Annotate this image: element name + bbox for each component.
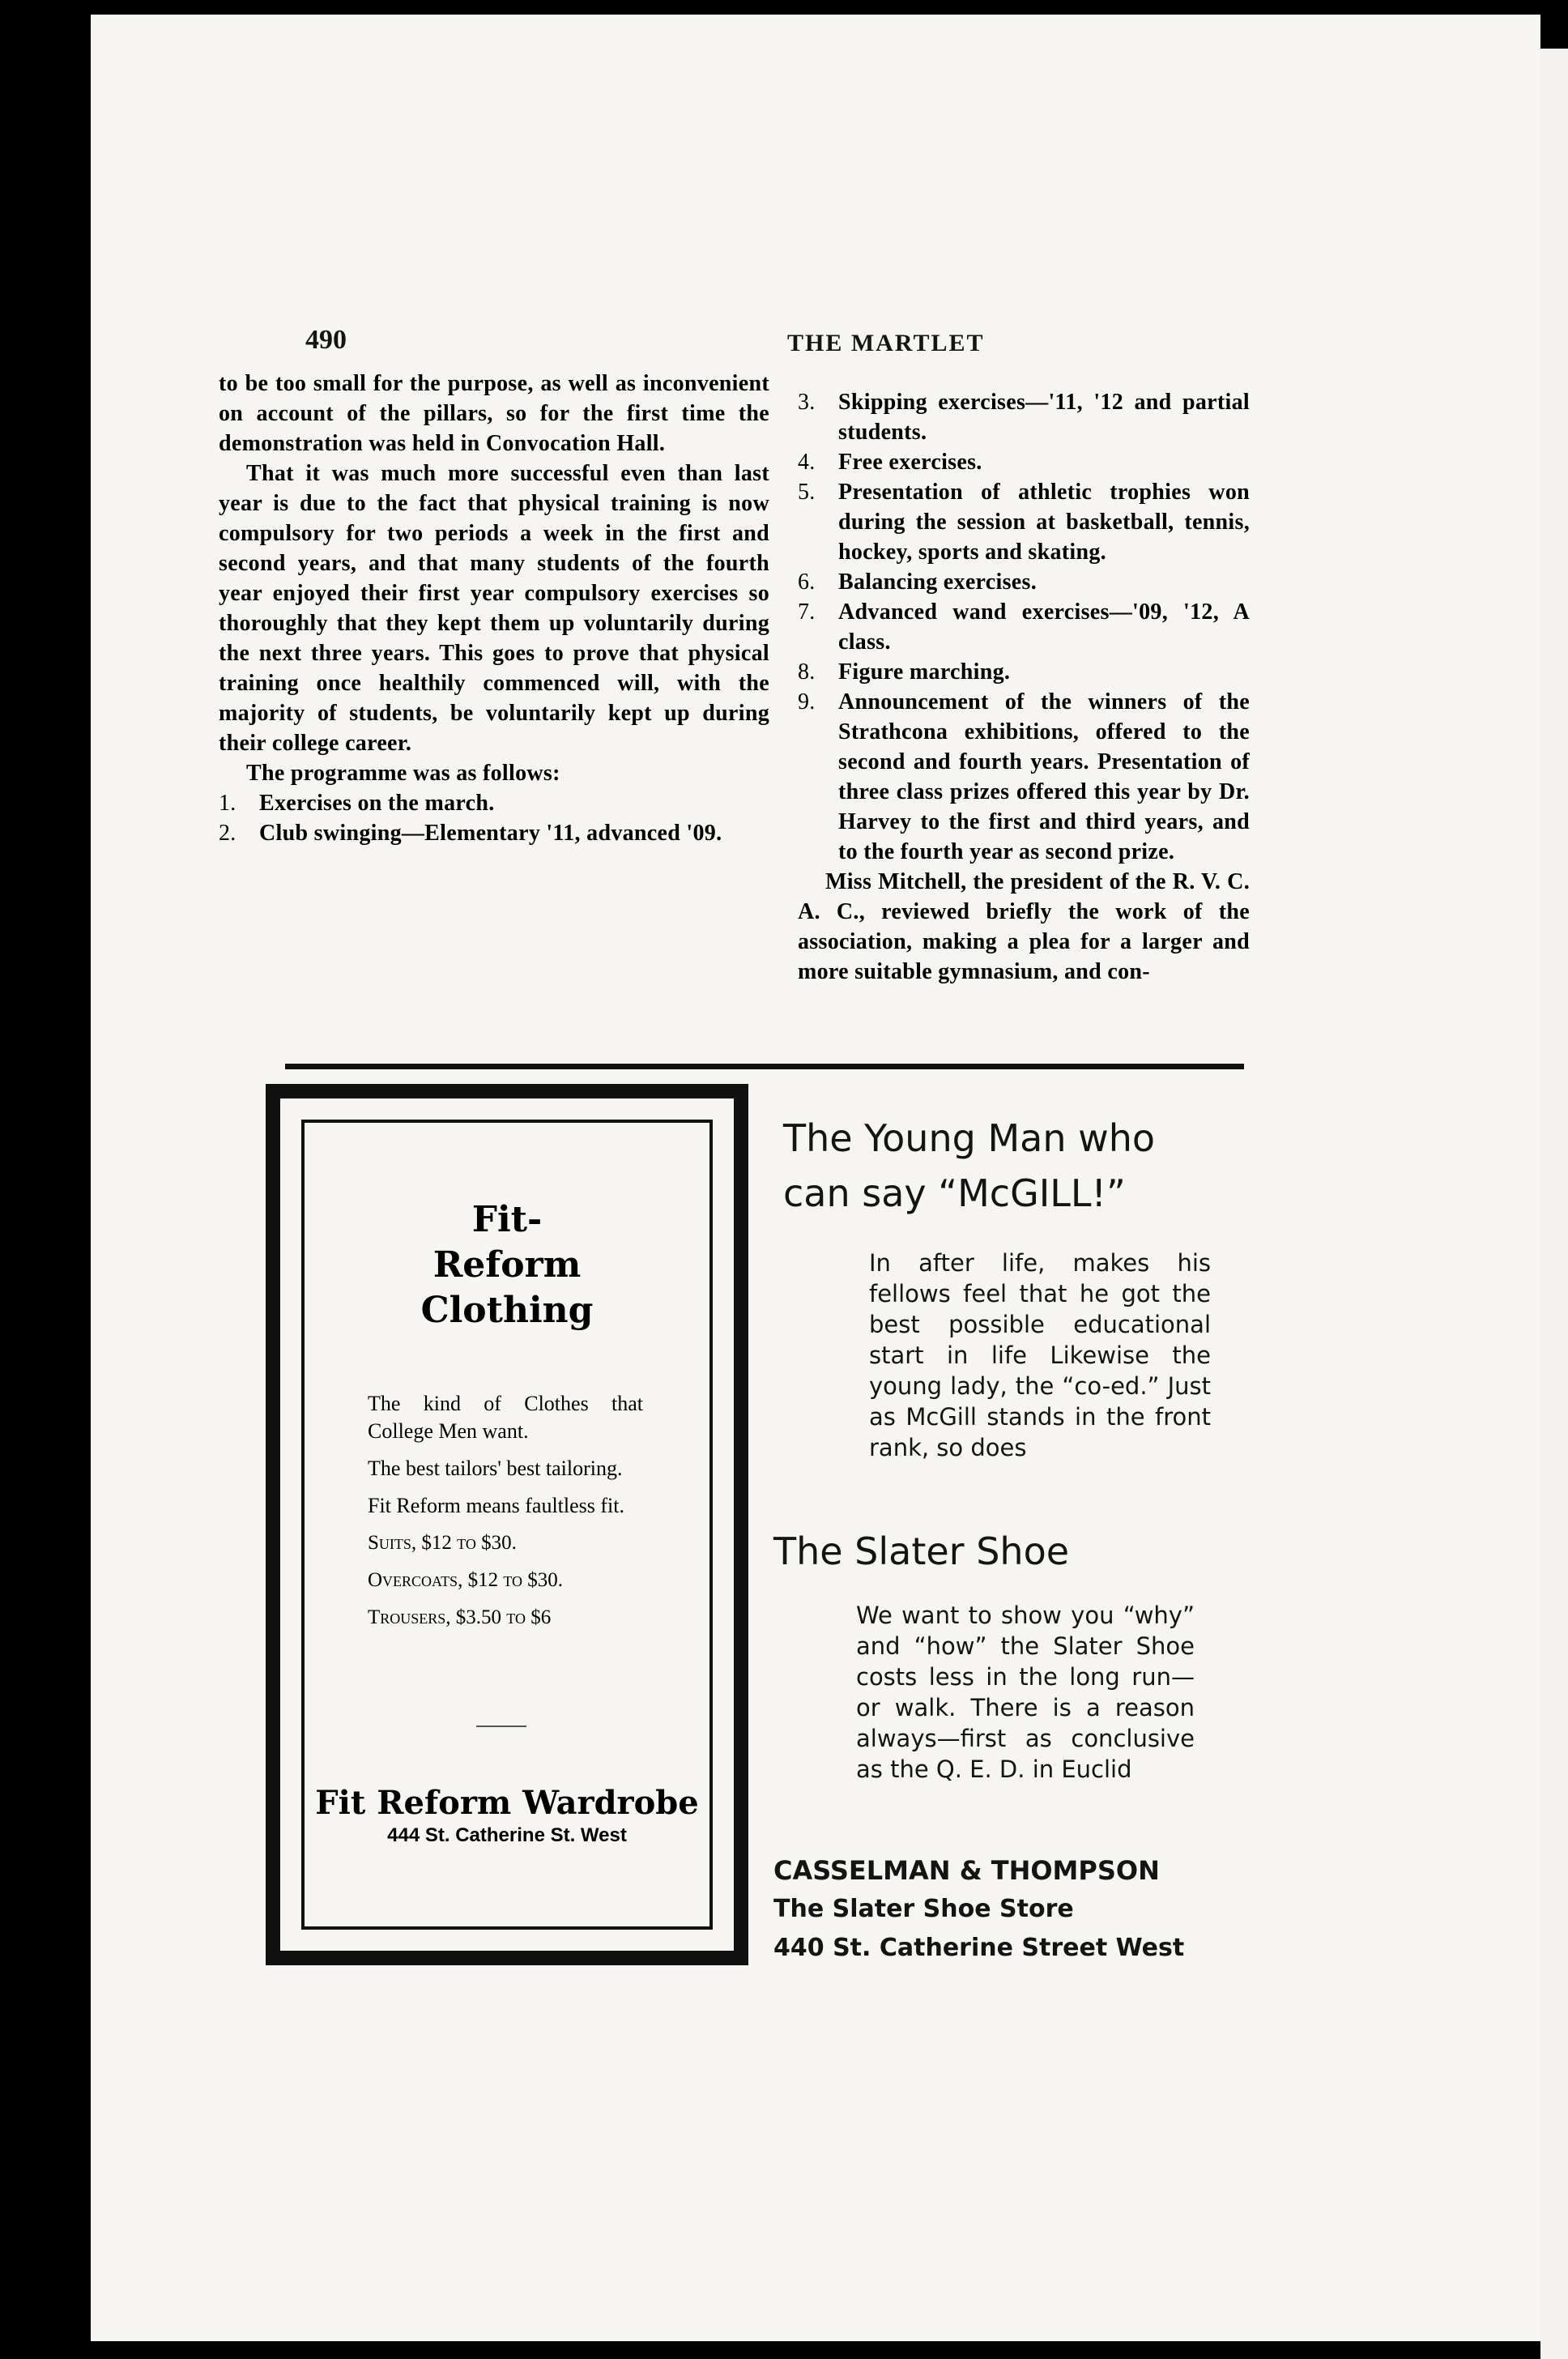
ad-inner-frame: [301, 1120, 713, 1930]
list-item: 2. Club swinging—Elementary '11, advanced '09.: [219, 821, 722, 846]
list-item: 1. Exercises on the march.: [219, 791, 495, 816]
price-line: Overcoats, $12 to $30.: [368, 1569, 563, 1591]
ad-text: The best tailors' best tailoring.: [368, 1457, 623, 1480]
brand-line: Clothing: [420, 1290, 594, 1331]
store-subtitle: The Slater Shoe Store: [773, 1895, 1074, 1923]
ad-headline: can say “McGILL!”: [783, 1171, 1126, 1215]
list-item: 6. Balancing exercises.: [798, 569, 1038, 595]
brand-line: Fit-: [471, 1199, 543, 1240]
list-item: 3. Skipping exercises—'11, '12 and partial students.: [798, 390, 1250, 445]
page-header: [305, 310, 1358, 359]
store-address: 440 St. Catherine Street West: [773, 1934, 1185, 1962]
ad-body: We want to show you “why” and “how” the Slater Shoe costs less in the long run—or walk. There is a reason always—first as conclusive as the Q. E. D. in Euclid: [856, 1602, 1195, 1783]
divider-dash: [476, 1726, 526, 1727]
slater-shoe-advertisement: [773, 1106, 1259, 1997]
price-line: Trousers, $3.50 to $6: [368, 1606, 552, 1628]
programme-list: [219, 788, 769, 848]
left-article-column: [219, 369, 769, 848]
page-number: 490: [305, 325, 347, 355]
paragraph: Miss Mitchell, the president of the R. V. C. A. C., reviewed briefly the work of the association, making a plea for a larger and more suitable gymnasium, and con-: [798, 869, 1250, 984]
brand-name: [305, 1197, 709, 1333]
ad-text: Fit Reform means faultless fit.: [368, 1494, 625, 1517]
list-item: 8. Figure marching.: [798, 659, 1011, 685]
section-divider: [285, 1064, 1244, 1069]
list-item: 4. Free exercises.: [798, 450, 982, 475]
store-name: CASSELMAN & THOMPSON: [773, 1855, 1160, 1886]
fit-reform-advertisement: [266, 1084, 748, 1965]
list-item: 9. Announcement of the winners of the Strathcona exhibitions, offered to the second and fourth years. Presentation of three class prizes offered this year by Dr. Harvey to the first and third years, and to the fourth year as second prize.: [798, 689, 1250, 864]
right-article-column: [798, 387, 1250, 987]
list-item: 5. Presentation of athletic trophies won during the session at basketball, tennis, hockey, sports and skating.: [798, 480, 1250, 565]
ad-headline: The Slater Shoe: [773, 1529, 1070, 1573]
list-item: 7. Advanced wand exercises—'09, '12, A class.: [798, 599, 1250, 655]
ad-body: In after life, makes his fellows feel that he got the best possible educational start in life Likewise the young lady, the “co-ed.” Just as McGill stands in the front rank, so does: [869, 1249, 1211, 1461]
programme-list: [798, 387, 1250, 867]
next-page-edge: [1540, 49, 1568, 2359]
ad-border: [280, 1098, 734, 1951]
paragraph: That it was much more successful even than last year is due to the fact that physical training is now compulsory for two periods a week in the first and second years, and that many students of the fourth year enjoyed their first year compulsory exercises so thoroughly that they kept them up voluntarily during the next three years. This goes to prove that physical training once healthily commenced will, with the majority of students, be voluntarily kept up during their college career.: [219, 461, 769, 756]
paragraph: The programme was as follows:: [246, 761, 560, 786]
store-name: Fit Reform Wardrobe: [315, 1784, 699, 1822]
ad-text: The kind of Clothes that College Men want.: [368, 1392, 643, 1443]
store-address: 444 St. Catherine St. West: [387, 1824, 627, 1846]
price-line: Suits, $12 to $30.: [368, 1532, 517, 1554]
ad-description: [368, 1390, 643, 1641]
brand-line: Reform: [432, 1244, 582, 1286]
journal-title: THE MARTLET: [787, 330, 985, 356]
ad-headline: The Young Man who: [783, 1116, 1156, 1160]
paragraph: to be too small for the purpose, as well as inconvenient on account of the pillars, so for the first time the demonstration was held in Convocation Hall.: [219, 371, 769, 456]
